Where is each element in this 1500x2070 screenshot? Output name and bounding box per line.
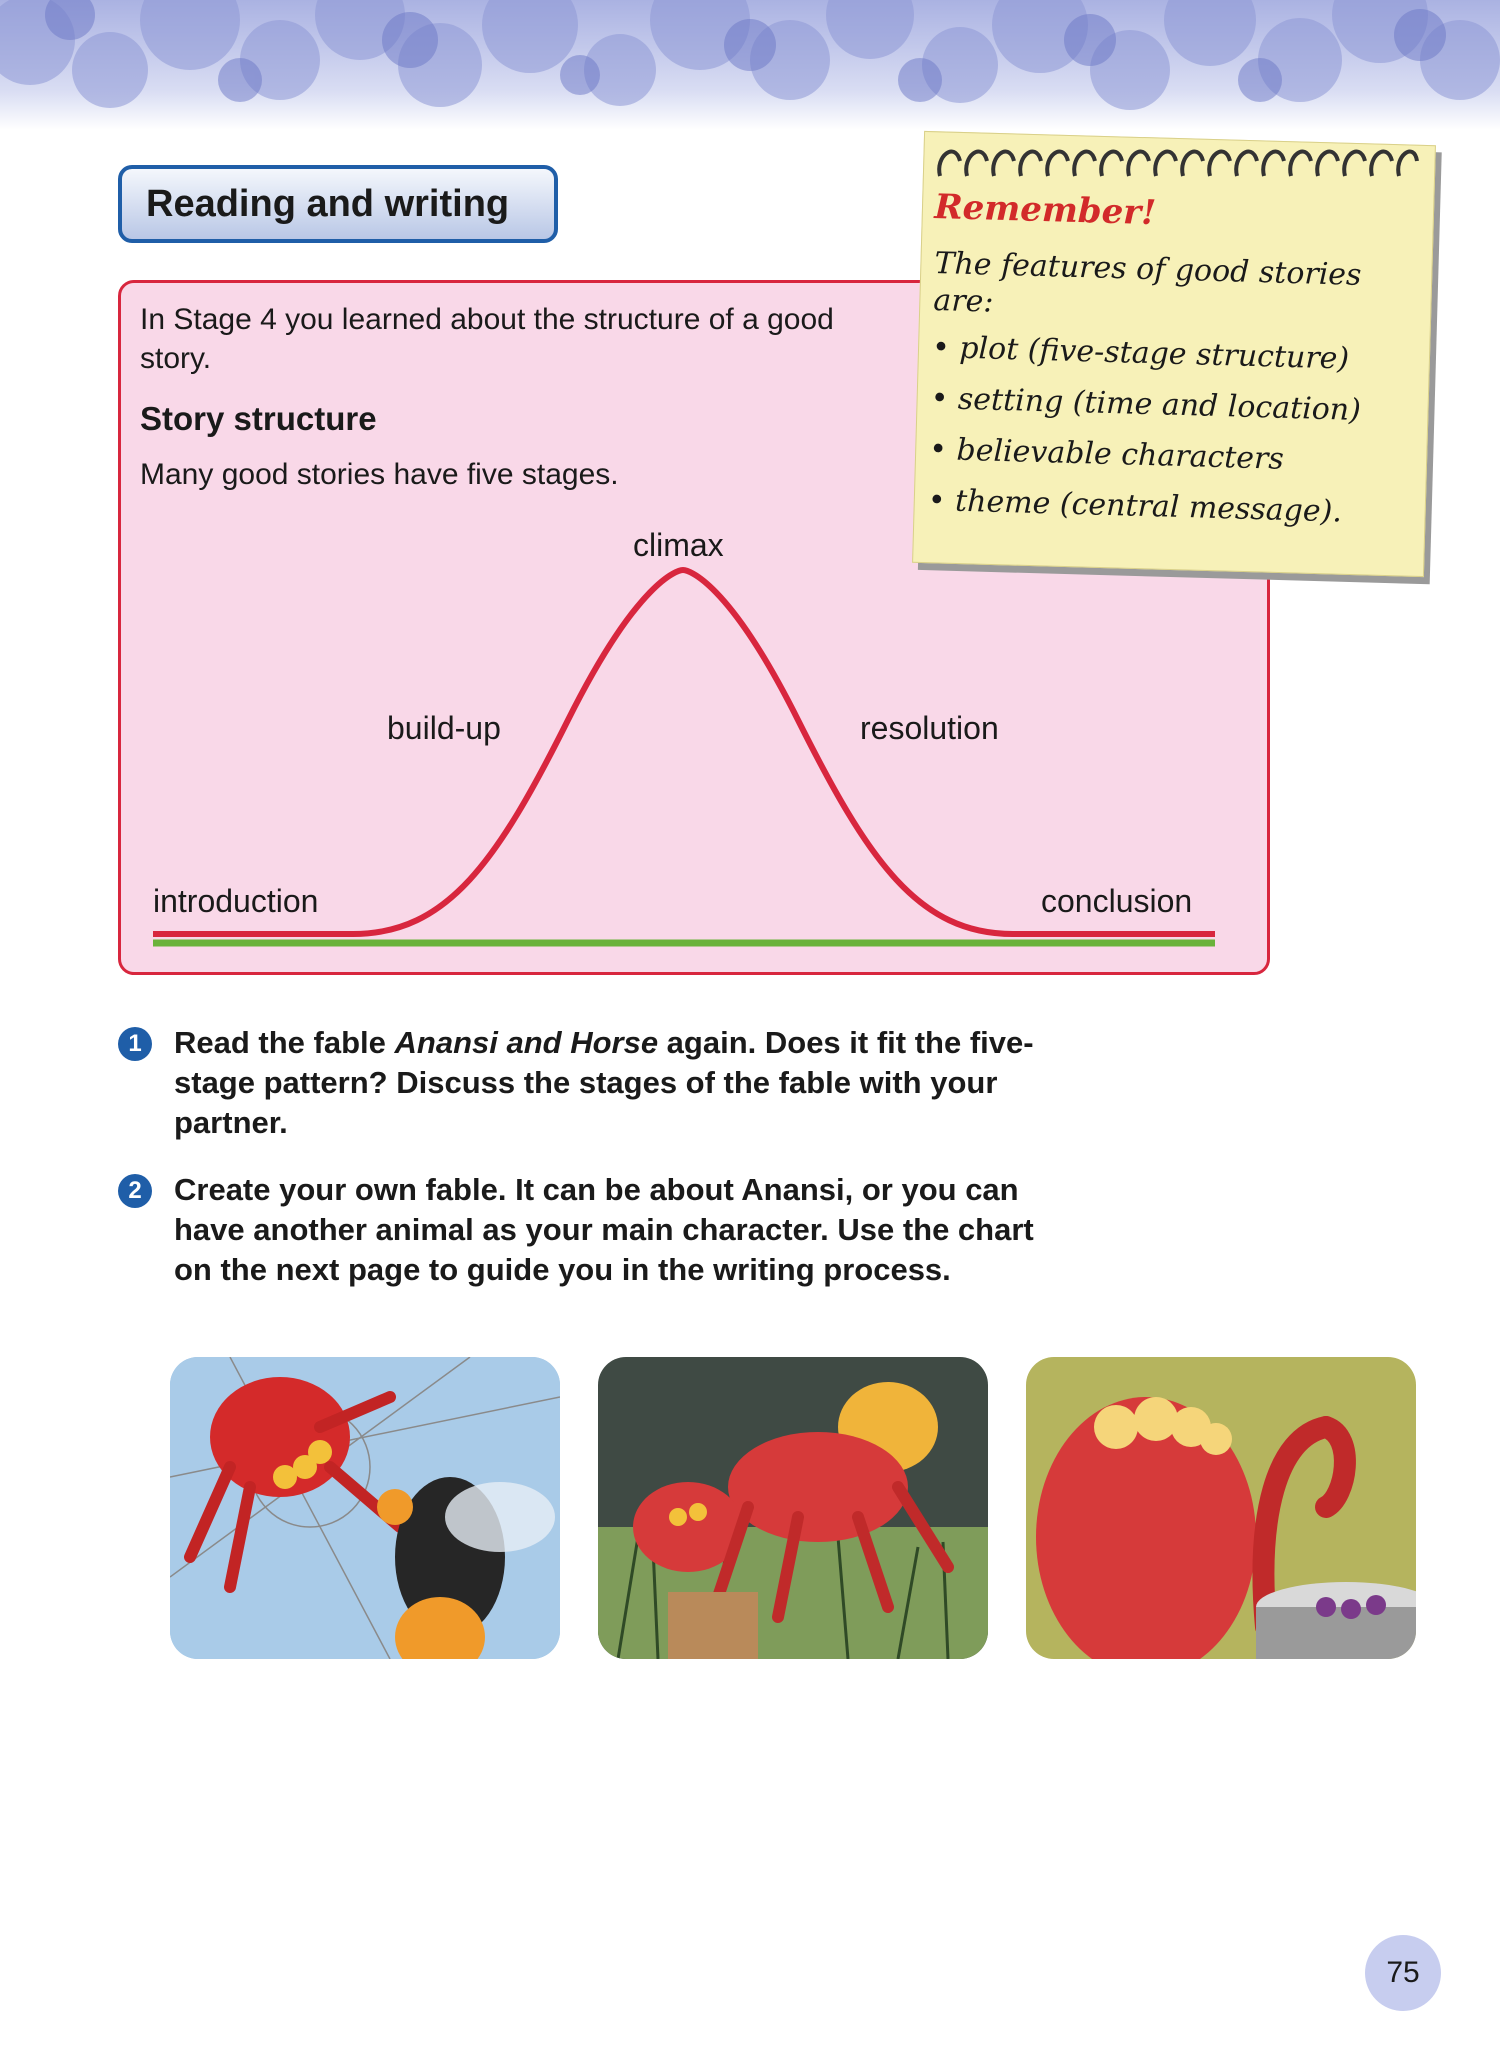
fable-title: Anansi and Horse — [394, 1025, 659, 1060]
five-stages-text: Many good stories have five stages. — [140, 458, 619, 491]
story-structure-heading: Story structure — [140, 400, 377, 437]
remember-body — [927, 245, 1375, 545]
page-number: 75 — [1365, 1935, 1441, 2011]
section-title: Reading and writing — [118, 165, 558, 243]
stage-label-build-up: build-up — [387, 710, 501, 746]
decorative-bubble-banner — [0, 0, 1500, 130]
remember-item: • setting (time and location) — [930, 380, 1371, 429]
question-number-badge: 1 — [118, 1027, 152, 1061]
story-arc-curve — [153, 570, 1215, 934]
remember-item: • believable characters — [929, 431, 1370, 480]
question-number-badge: 2 — [118, 1174, 152, 1208]
remember-list — [927, 329, 1372, 531]
stage-label-resolution: resolution — [860, 710, 999, 746]
illustration-spider-in-grass — [598, 1357, 988, 1659]
question-2: 2 Create your own fable. It can be about Anansi, or you can have another animal as your main character. Use the chart on the next page to guide you in the writing process. — [130, 1170, 1050, 1290]
question-1: 1 Read the fable Anansi and Horse again. Does it fit the five-stage pattern? Discuss the stages of the fable with your partner. — [130, 1023, 1050, 1143]
illustration-spider-and-fly — [170, 1357, 560, 1659]
remember-intro: The features of good stories are: — [932, 245, 1362, 320]
stage-label-climax: climax — [633, 527, 724, 563]
stage-label-conclusion: conclusion — [1041, 883, 1193, 919]
illustration-spider-at-pot — [1026, 1357, 1416, 1659]
remember-item: • plot (five-stage structure) — [932, 329, 1373, 378]
remember-title: Remember! — [933, 187, 1157, 234]
spiral-binding-icon — [930, 136, 1420, 186]
remember-item: • theme (central message). — [927, 482, 1368, 531]
intro-text: In Stage 4 you learned about the structure of a good story. — [140, 303, 834, 375]
stage-label-introduction: introduction — [153, 883, 319, 919]
